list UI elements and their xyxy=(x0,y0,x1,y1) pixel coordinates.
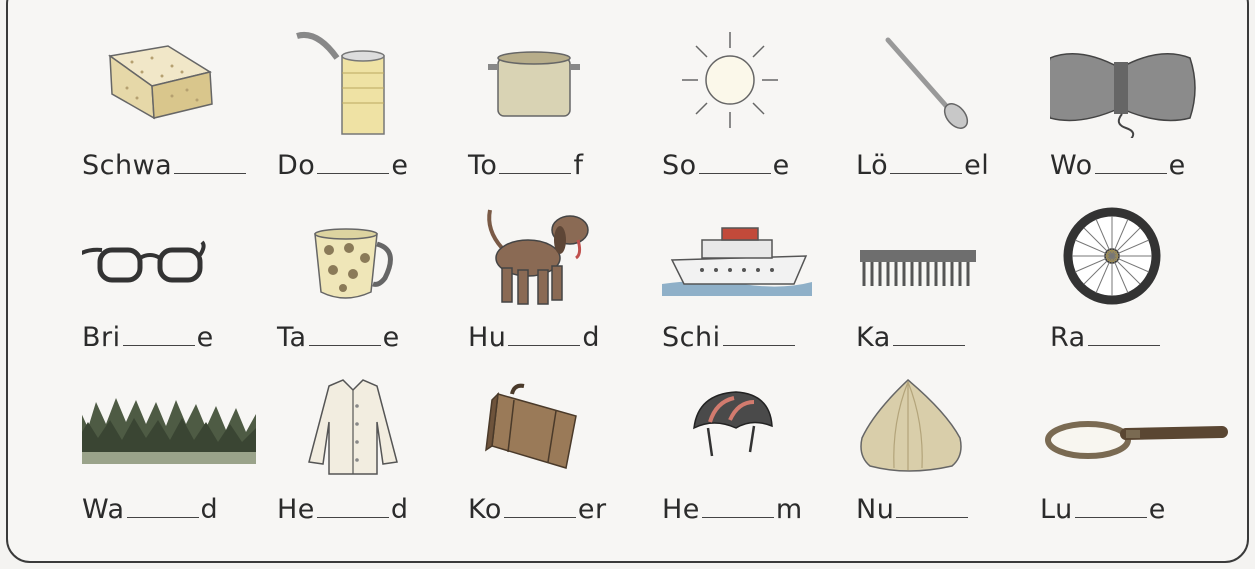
word-fill-in: Schwa xyxy=(82,150,248,181)
answer-blank[interactable] xyxy=(1095,172,1167,174)
word-fill-in: Wa d xyxy=(82,494,219,525)
word-fill-in: So e xyxy=(662,150,790,181)
wheel-icon xyxy=(1050,200,1240,310)
cooking-pot-icon xyxy=(468,28,658,138)
sun-icon xyxy=(662,28,852,138)
answer-blank[interactable] xyxy=(309,344,381,346)
answer-blank[interactable] xyxy=(699,172,771,174)
spoon-icon xyxy=(856,28,1046,138)
glasses-icon xyxy=(82,200,272,310)
word-fill-in: Nu xyxy=(856,494,970,525)
word-fill-in: Do e xyxy=(277,150,409,181)
answer-blank[interactable] xyxy=(723,344,795,346)
sponge-icon xyxy=(82,28,272,138)
answer-blank[interactable] xyxy=(504,516,576,518)
dog-icon xyxy=(468,200,658,310)
ship-icon xyxy=(662,200,852,310)
word-fill-in: Ka xyxy=(856,322,967,353)
comb-icon xyxy=(856,200,1046,310)
answer-blank[interactable] xyxy=(890,172,962,174)
answer-blank[interactable] xyxy=(893,344,965,346)
suitcase-icon xyxy=(468,372,658,482)
wool-skein-icon xyxy=(1050,28,1240,138)
tin-can-icon xyxy=(277,28,467,138)
word-fill-in: To f xyxy=(468,150,584,181)
shirt-icon xyxy=(277,372,467,482)
helmet-icon xyxy=(662,372,852,482)
answer-blank[interactable] xyxy=(317,172,389,174)
answer-blank[interactable] xyxy=(127,516,199,518)
word-fill-in: He m xyxy=(662,494,803,525)
forest-icon xyxy=(82,372,272,482)
cup-icon xyxy=(277,200,467,310)
word-fill-in: Schi xyxy=(662,322,797,353)
answer-blank[interactable] xyxy=(702,516,774,518)
word-fill-in: Ra xyxy=(1050,322,1162,353)
answer-blank[interactable] xyxy=(1075,516,1147,518)
word-fill-in: Bri e xyxy=(82,322,214,353)
answer-blank[interactable] xyxy=(174,172,246,174)
answer-blank[interactable] xyxy=(896,516,968,518)
answer-blank[interactable] xyxy=(508,344,580,346)
word-fill-in: Ta e xyxy=(277,322,400,353)
answer-blank[interactable] xyxy=(123,344,195,346)
word-fill-in: Hu d xyxy=(468,322,601,353)
answer-blank[interactable] xyxy=(499,172,571,174)
word-fill-in: Wo e xyxy=(1050,150,1186,181)
word-fill-in: Ko er xyxy=(468,494,607,525)
nut-icon xyxy=(856,372,1046,482)
magnifying-glass-icon xyxy=(1040,372,1230,482)
word-fill-in: He d xyxy=(277,494,409,525)
word-fill-in: Lu e xyxy=(1040,494,1166,525)
word-fill-in: Lö el xyxy=(856,150,990,181)
answer-blank[interactable] xyxy=(317,516,389,518)
answer-blank[interactable] xyxy=(1088,344,1160,346)
